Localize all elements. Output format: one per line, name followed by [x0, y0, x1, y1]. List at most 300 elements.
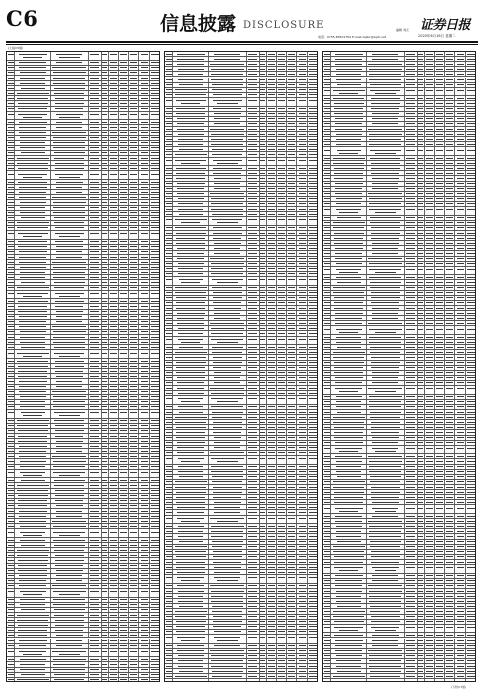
- illegible-text-mark: [268, 417, 275, 418]
- illegible-text-mark: [130, 381, 137, 382]
- illegible-text-mark: [102, 306, 107, 307]
- table-cell: [260, 311, 267, 315]
- illegible-text-mark: [17, 550, 49, 551]
- illegible-text-mark: [23, 296, 42, 297]
- illegible-text-mark: [248, 398, 257, 399]
- illegible-text-mark: [130, 620, 137, 621]
- table-cell: [109, 524, 119, 528]
- illegible-text-mark: [288, 526, 295, 527]
- illegible-text-mark: [151, 361, 158, 362]
- illegible-text-mark: [278, 577, 285, 578]
- table-cell: [277, 456, 287, 464]
- table-cell: [287, 226, 298, 230]
- table-cell: [15, 350, 50, 358]
- illegible-text-mark: [110, 635, 117, 636]
- illegible-text-mark: [151, 441, 158, 442]
- table-cell: [129, 66, 140, 70]
- illegible-text-mark: [268, 671, 275, 672]
- table-cell: [173, 475, 208, 479]
- illegible-text-mark: [176, 437, 205, 438]
- table-cell: [15, 390, 50, 394]
- table-cell: [308, 425, 318, 429]
- table-cell: [287, 286, 298, 290]
- table-cell: [287, 475, 298, 479]
- illegible-text-mark: [8, 103, 14, 104]
- illegible-text-mark: [110, 207, 117, 208]
- illegible-text-mark: [90, 381, 99, 382]
- table-cell: [139, 231, 150, 239]
- table-cell: [89, 125, 102, 129]
- table-cell: [308, 182, 318, 186]
- illegible-text-mark: [309, 113, 316, 114]
- table-cell: [209, 451, 247, 455]
- table-cell: [150, 112, 160, 120]
- table-cell: [173, 594, 208, 598]
- illegible-text-mark: [248, 660, 257, 661]
- illegible-text-mark: [23, 117, 42, 118]
- illegible-text-mark: [436, 59, 443, 60]
- illegible-text-mark: [406, 54, 415, 55]
- table-cell: [173, 345, 208, 349]
- illegible-text-mark: [268, 471, 275, 472]
- table-cell: [89, 589, 102, 597]
- illegible-text-mark: [248, 512, 257, 513]
- illegible-text-mark: [248, 447, 257, 448]
- table-cell: [150, 131, 160, 135]
- illegible-text-mark: [260, 536, 265, 537]
- illegible-text-mark: [120, 222, 127, 223]
- table-cell: [165, 251, 173, 255]
- table-cell: [51, 206, 89, 210]
- illegible-text-mark: [248, 621, 257, 622]
- illegible-text-mark: [110, 222, 117, 223]
- table-cell: [165, 405, 173, 409]
- table-cell: [165, 529, 173, 533]
- table-cell: [165, 366, 173, 370]
- illegible-text-mark: [130, 88, 137, 89]
- table-cell: [150, 96, 160, 100]
- illegible-text-mark: [268, 214, 275, 215]
- table-cell: [267, 425, 277, 429]
- illegible-text-mark: [120, 168, 127, 169]
- illegible-text-mark: [309, 313, 316, 314]
- table-cell: [277, 93, 287, 97]
- illegible-text-mark: [102, 277, 107, 278]
- table-cell: [109, 151, 119, 155]
- table-cell: [209, 441, 247, 445]
- illegible-text-mark: [90, 108, 99, 109]
- table-cell: [129, 71, 140, 75]
- illegible-text-mark: [309, 198, 316, 199]
- illegible-text-mark: [248, 412, 257, 413]
- table-cell: [308, 197, 318, 201]
- illegible-text-mark: [299, 123, 306, 124]
- illegible-text-mark: [278, 442, 285, 443]
- illegible-text-mark: [299, 427, 306, 428]
- illegible-text-mark: [309, 502, 316, 503]
- illegible-text-mark: [211, 660, 243, 661]
- table-cell: [129, 385, 140, 389]
- table-cell: [129, 171, 140, 179]
- table-cell: [173, 72, 208, 76]
- table-cell: [139, 449, 150, 453]
- table-cell: [297, 241, 308, 245]
- table-cell: [109, 61, 119, 65]
- table-cell: [139, 226, 150, 230]
- table-cell: [308, 594, 318, 598]
- table-cell: [109, 81, 119, 85]
- table-cell: [287, 456, 298, 464]
- illegible-text-mark: [217, 282, 238, 283]
- illegible-text-mark: [248, 596, 257, 597]
- illegible-text-mark: [8, 98, 14, 99]
- illegible-text-mark: [102, 353, 107, 354]
- illegible-text-mark: [288, 123, 295, 124]
- table-cell: [109, 120, 119, 124]
- illegible-text-mark: [166, 562, 172, 563]
- illegible-text-mark: [110, 615, 117, 616]
- illegible-text-mark: [178, 263, 204, 264]
- table-cell: [267, 599, 277, 603]
- table-cell: [139, 374, 150, 378]
- illegible-text-mark: [288, 606, 295, 607]
- illegible-text-mark: [213, 302, 241, 303]
- illegible-text-mark: [278, 541, 285, 542]
- table-cell: [15, 385, 50, 389]
- illegible-text-mark: [141, 591, 148, 592]
- table-cell: [15, 514, 50, 518]
- illegible-text-mark: [55, 306, 83, 307]
- table-cell: [267, 415, 277, 419]
- table-cell: [165, 679, 173, 682]
- table-cell: [247, 446, 260, 450]
- table-cell: [209, 107, 247, 111]
- table-cell: [102, 598, 109, 602]
- table-cell: [260, 500, 267, 504]
- table-cell: [15, 120, 50, 124]
- illegible-text-mark: [278, 357, 285, 358]
- table-cell: [150, 141, 160, 145]
- illegible-text-mark: [288, 616, 295, 617]
- table-cell: [308, 505, 318, 509]
- illegible-text-mark: [90, 472, 99, 473]
- illegible-text-mark: [248, 214, 257, 215]
- illegible-text-mark: [141, 386, 148, 387]
- illegible-text-mark: [90, 187, 99, 188]
- table-cell: [260, 630, 267, 634]
- illegible-text-mark: [120, 591, 127, 592]
- table-cell: [260, 67, 267, 71]
- table-cell: [119, 668, 129, 672]
- table-cell: [109, 107, 119, 111]
- illegible-text-mark: [299, 149, 306, 150]
- table-cell: [150, 66, 160, 70]
- illegible-text-mark: [288, 645, 295, 646]
- table-cell: [51, 649, 89, 657]
- illegible-text-mark: [90, 316, 99, 317]
- table-cell: [209, 410, 247, 414]
- illegible-text-mark: [288, 382, 295, 383]
- table-cell: [267, 480, 277, 484]
- table-cell: [209, 630, 247, 634]
- illegible-text-mark: [120, 301, 127, 302]
- table-cell: [150, 185, 160, 189]
- table-cell: [287, 565, 298, 569]
- table-cell: [287, 480, 298, 484]
- table-cell: [247, 451, 260, 455]
- illegible-text-mark: [90, 526, 99, 527]
- illegible-text-mark: [299, 447, 306, 448]
- illegible-text-mark: [141, 565, 148, 566]
- table-cell: [7, 369, 15, 373]
- table-cell: [173, 540, 208, 544]
- table-cell: [297, 207, 308, 211]
- table-cell: [173, 555, 208, 559]
- table-cell: [139, 519, 150, 523]
- table-cell: [51, 489, 89, 493]
- illegible-text-mark: [278, 591, 285, 592]
- table-cell: [287, 197, 298, 201]
- illegible-text-mark: [130, 456, 137, 457]
- table-cell: [139, 131, 150, 135]
- illegible-text-mark: [181, 461, 200, 462]
- table-cell: [89, 385, 102, 389]
- table-cell: [247, 465, 260, 469]
- illegible-text-mark: [151, 316, 158, 317]
- table-cell: [129, 538, 140, 542]
- table-cell: [277, 575, 287, 583]
- illegible-text-mark: [248, 287, 257, 288]
- table-cell: [267, 57, 277, 61]
- illegible-text-mark: [278, 89, 285, 90]
- table-cell: [109, 226, 119, 230]
- illegible-text-mark: [8, 505, 14, 506]
- table-cell: [267, 296, 277, 300]
- table-cell: [51, 668, 89, 672]
- table-cell: [102, 519, 109, 523]
- table-cell: [150, 579, 160, 583]
- table-cell: [15, 96, 50, 100]
- illegible-text-mark: [151, 127, 158, 128]
- table-cell: [247, 306, 260, 310]
- illegible-text-mark: [55, 241, 83, 242]
- table-cell: [15, 459, 50, 463]
- table-cell: [247, 635, 260, 643]
- table-cell: [119, 439, 129, 443]
- illegible-text-mark: [268, 585, 275, 586]
- table-cell: [51, 310, 89, 314]
- table-cell: [287, 625, 298, 629]
- table-cell: [51, 444, 89, 448]
- table-cell: [7, 340, 15, 344]
- illegible-text-mark: [130, 635, 137, 636]
- illegible-text-mark: [8, 147, 14, 148]
- illegible-text-mark: [130, 192, 137, 193]
- table-cell: [277, 420, 287, 424]
- table-cell: [287, 57, 298, 61]
- illegible-text-mark: [53, 83, 85, 84]
- table-cell: [247, 396, 260, 404]
- table-cell: [102, 240, 109, 244]
- table-cell: [139, 286, 150, 290]
- illegible-text-mark: [299, 367, 306, 368]
- table-cell: [129, 579, 140, 583]
- table-cell: [247, 132, 260, 136]
- illegible-text-mark: [288, 497, 295, 498]
- illegible-text-mark: [90, 132, 99, 133]
- illegible-text-mark: [141, 78, 148, 79]
- illegible-text-mark: [151, 326, 158, 327]
- illegible-text-mark: [309, 268, 316, 269]
- table-cell: [109, 584, 119, 588]
- table-cell: [209, 534, 247, 538]
- illegible-text-mark: [179, 84, 203, 85]
- illegible-text-mark: [90, 575, 99, 576]
- table-cell: [287, 470, 298, 474]
- table-cell: [173, 485, 208, 489]
- table-cell: [139, 439, 150, 443]
- table-cell: [260, 158, 267, 166]
- table-cell: [129, 499, 140, 503]
- table-cell: [139, 465, 150, 469]
- table-cell: [15, 633, 50, 637]
- table-cell: [102, 529, 109, 537]
- illegible-text-mark: [130, 342, 137, 343]
- illegible-text-mark: [102, 651, 107, 652]
- table-cell: [129, 125, 140, 129]
- table-cell: [308, 331, 318, 335]
- illegible-text-mark: [178, 328, 204, 329]
- illegible-text-mark: [120, 635, 127, 636]
- table-cell: [277, 540, 287, 544]
- table-cell: [260, 376, 267, 380]
- table-cell: [102, 385, 109, 389]
- illegible-text-mark: [141, 202, 148, 203]
- table-cell: [247, 316, 260, 320]
- illegible-text-mark: [120, 142, 127, 143]
- illegible-text-mark: [90, 321, 99, 322]
- table-row: [7, 231, 159, 240]
- illegible-text-mark: [102, 88, 107, 89]
- illegible-text-mark: [260, 507, 265, 508]
- illegible-text-mark: [260, 219, 265, 220]
- table-cell: [129, 91, 140, 95]
- table-cell: [15, 644, 50, 648]
- table-cell: [267, 107, 277, 111]
- illegible-text-mark: [288, 681, 295, 682]
- table-cell: [267, 654, 277, 658]
- illegible-text-mark: [151, 456, 158, 457]
- table-cell: [165, 83, 173, 87]
- table-cell: [102, 374, 109, 378]
- illegible-text-mark: [278, 273, 285, 274]
- illegible-text-mark: [260, 541, 265, 542]
- table-cell: [267, 510, 277, 514]
- table-cell: [165, 321, 173, 325]
- illegible-text-mark: [102, 93, 107, 94]
- illegible-text-mark: [248, 292, 257, 293]
- table-cell: [119, 211, 129, 215]
- table-cell: [308, 212, 318, 216]
- table-cell: [119, 410, 129, 418]
- table-row: [7, 350, 159, 359]
- illegible-text-mark: [141, 98, 148, 99]
- table-cell: [129, 524, 140, 528]
- illegible-text-mark: [54, 679, 84, 680]
- table-cell: [247, 405, 260, 409]
- illegible-text-mark: [110, 83, 117, 84]
- table-cell: [51, 618, 89, 622]
- table-cell: [7, 538, 15, 542]
- table-cell: [150, 136, 160, 140]
- illegible-text-mark: [18, 635, 47, 636]
- table-cell: [139, 524, 150, 528]
- illegible-text-mark: [120, 396, 127, 397]
- illegible-text-mark: [102, 371, 107, 372]
- illegible-text-mark: [18, 103, 48, 104]
- table-cell: [119, 345, 129, 349]
- illegible-text-mark: [141, 446, 148, 447]
- table-cell: [139, 598, 150, 602]
- table-cell: [297, 644, 308, 648]
- illegible-text-mark: [102, 420, 107, 421]
- illegible-text-mark: [20, 137, 46, 138]
- illegible-text-mark: [141, 361, 148, 362]
- illegible-text-mark: [8, 142, 14, 143]
- illegible-text-mark: [210, 64, 244, 65]
- illegible-text-mark: [248, 339, 257, 340]
- table-cell: [165, 555, 173, 559]
- table-cell: [260, 192, 267, 196]
- table-cell: [7, 553, 15, 557]
- table-cell: [367, 52, 405, 56]
- illegible-text-mark: [20, 461, 46, 462]
- illegible-text-mark: [56, 640, 82, 641]
- table-cell: [209, 420, 247, 424]
- table-cell: [277, 495, 287, 499]
- table-cell: [277, 142, 287, 146]
- illegible-text-mark: [288, 447, 295, 448]
- table-cell: [165, 475, 173, 479]
- illegible-text-mark: [18, 182, 47, 183]
- table-cell: [247, 659, 260, 663]
- table-cell: [331, 52, 366, 56]
- table-cell: [89, 548, 102, 552]
- illegible-text-mark: [56, 182, 83, 183]
- table-cell: [51, 564, 89, 568]
- illegible-text-mark: [166, 645, 172, 646]
- illegible-text-mark: [309, 596, 316, 597]
- illegible-text-mark: [248, 393, 257, 394]
- table-cell: [51, 76, 89, 80]
- table-cell: [139, 101, 150, 105]
- illegible-text-mark: [110, 293, 117, 294]
- illegible-text-mark: [214, 313, 240, 314]
- table-cell: [102, 286, 109, 290]
- table-cell: [267, 381, 277, 385]
- table-cell: [165, 272, 173, 276]
- illegible-text-mark: [248, 178, 257, 179]
- table-cell: [173, 529, 208, 533]
- illegible-text-mark: [260, 492, 265, 493]
- illegible-text-mark: [8, 168, 14, 169]
- illegible-text-mark: [141, 337, 148, 338]
- illegible-text-mark: [151, 337, 158, 338]
- table-cell: [15, 141, 50, 145]
- illegible-text-mark: [299, 406, 306, 407]
- table-cell: [277, 251, 287, 255]
- table-cell: [297, 490, 308, 494]
